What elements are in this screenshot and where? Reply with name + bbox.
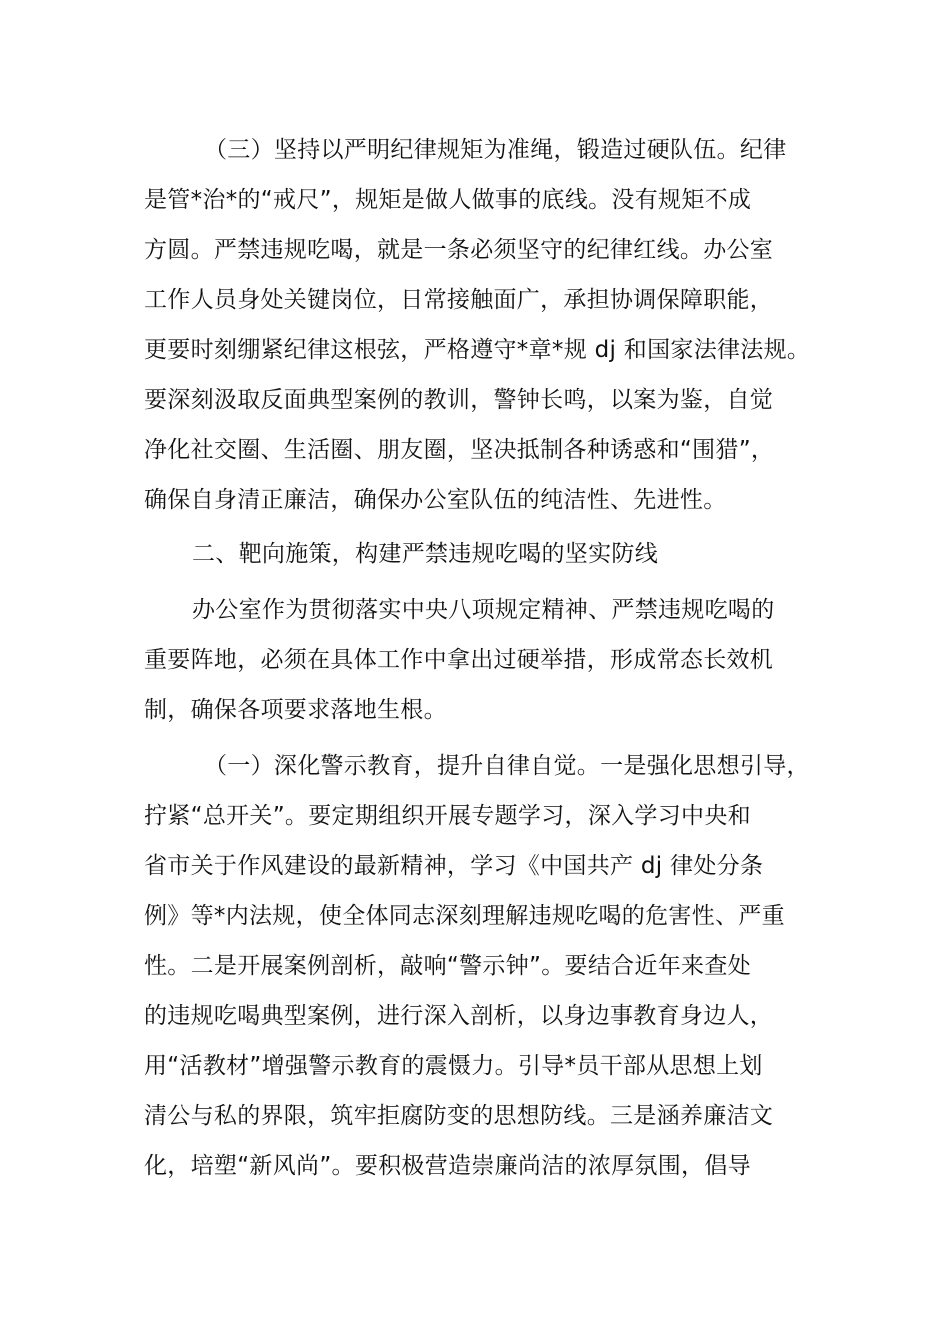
paragraph-line: 确保自身清正廉洁，确保办公室队伍的纯洁性、先进性。: [144, 487, 727, 513]
paragraph-line: （一）深化警示教育，提升自律自觉。一是强化思想引导，: [204, 753, 810, 779]
paragraph-line: （三）坚持以严明纪律规矩为准绳，锻造过硬队伍。纪律: [204, 137, 787, 163]
paragraph-line: 制，确保各项要求落地生根。: [144, 697, 447, 723]
paragraph-line: 工作人员身处关键岗位，日常接触面广，承担协调保障职能，: [144, 287, 774, 313]
paragraph-line: 方圆。严禁违规吃喝，就是一条必须坚守的纪律红线。办公室: [144, 237, 774, 263]
paragraph-line: 清公与私的界限，筑牢拒腐防变的思想防线。三是涵养廉洁文: [144, 1103, 774, 1129]
paragraph-line: 省市关于作风建设的最新精神，学习《中国共产 dj 律处分条: [144, 853, 764, 879]
paragraph-line: 办公室作为贯彻落实中央八项规定精神、严禁违规吃喝的: [192, 597, 775, 623]
paragraph-line: 用“活教材”增强警示教育的震慑力。引导*员干部从思想上划: [144, 1053, 763, 1079]
paragraph-line: 的违规吃喝典型案例，进行深入剖析，以身边事教育身边人，: [144, 1003, 774, 1029]
paragraph-line: 要深刻汲取反面典型案例的教训，警钟长鸣，以案为鉴，自觉: [144, 387, 774, 413]
paragraph-line: 例》等*内法规，使全体同志深刻理解违规吃喝的危害性、严重: [144, 903, 785, 929]
paragraph-line: 性。二是开展案例剖析，敲响“警示钟”。要结合近年来查处: [144, 953, 751, 979]
paragraph-line: 重要阵地，必须在具体工作中拿出过硬举措，形成常态长效机: [144, 647, 774, 673]
paragraph-line: 更要时刻绷紧纪律这根弦，严格遵守*章*规 dj 和国家法律法规。: [144, 337, 811, 363]
paragraph-line: 化，培塑“新风尚”。要积极营造崇廉尚洁的浓厚氛围，倡导: [144, 1153, 751, 1179]
paragraph-line: 净化社交圈、生活圈、朋友圈，坚决抵制各种诱惑和“围猎”，: [144, 437, 775, 463]
paragraph-line: 拧紧“总开关”。要定期组织开展专题学习，深入学习中央和: [144, 803, 751, 829]
paragraph-line: 是管*治*的“戒尺”，规矩是做人做事的底线。没有规矩不成: [144, 187, 752, 213]
section-heading: 二、靶向施策，构建严禁违规吃喝的坚实防线: [192, 541, 658, 567]
